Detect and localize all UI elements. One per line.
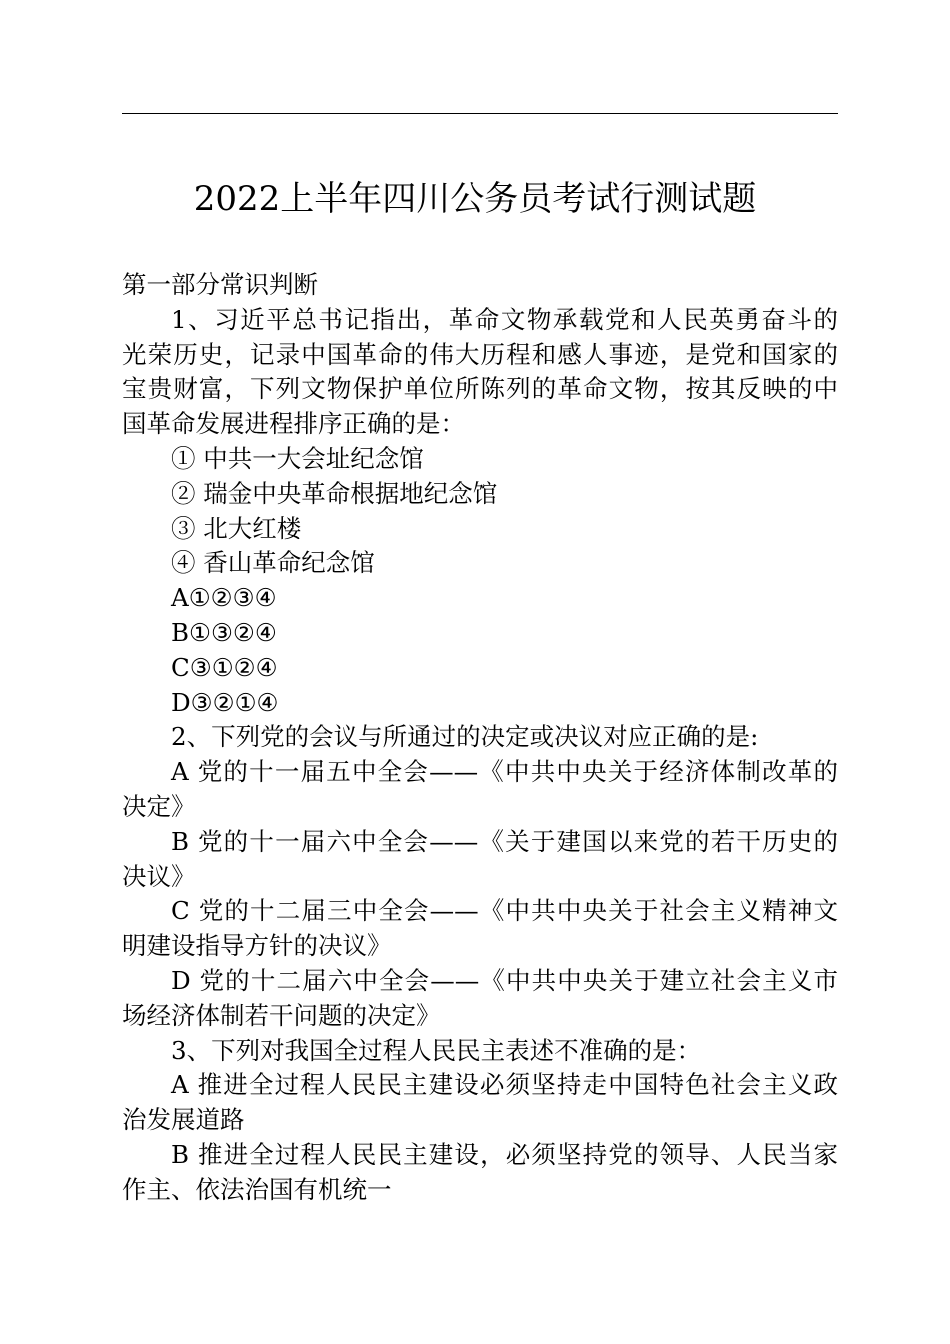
question-2-option-d-line-1: D 党的十二届六中全会——《中共中央关于建立社会主义市 xyxy=(171,965,838,995)
question-2-stem: 2、下列党的会议与所通过的决定或决议对应正确的是: xyxy=(171,722,759,752)
question-1-option-a: A①②③④ xyxy=(171,583,277,613)
section-heading: 第一部分常识判断 xyxy=(122,270,318,299)
question-1-option-c: C③①②④ xyxy=(171,652,278,682)
question-3-option-b xyxy=(122,1138,838,1208)
question-2-option-b-line-1: B 党的十一届六中全会——《关于建国以来党的若干历史的 xyxy=(171,826,838,856)
question-3-option-b-line-1: B 推进全过程人民民主建设，必须坚持党的领导、人民当家 xyxy=(171,1139,838,1169)
document-title: 2022上半年四川公务员考试行测试题 xyxy=(193,179,757,219)
question-2-option-c xyxy=(122,894,838,964)
question-1-item-1: ① 中共一大会址纪念馆 xyxy=(171,443,424,473)
question-1-line-1: 1、习近平总书记指出，革命文物承载党和人民英勇奋斗的 xyxy=(171,304,838,334)
question-3-option-a xyxy=(122,1068,838,1138)
question-3-option-a-line-1: A 推进全过程人民民主建设必须坚持走中国特色社会主义政 xyxy=(171,1070,838,1100)
question-1-item-4: ④ 香山革命纪念馆 xyxy=(171,548,375,578)
document-body xyxy=(122,268,838,1208)
question-3-option-b-line-2: 作主、依法治国有机统一 xyxy=(122,1174,392,1204)
question-2-option-a-line-1: A 党的十一届五中全会——《中共中央关于经济体制改革的 xyxy=(171,757,838,787)
question-1-line-3: 宝贵财富，下列文物保护单位所陈列的革命文物，按其反映的中 xyxy=(122,374,838,404)
question-2-option-d xyxy=(122,964,838,1034)
question-3-stem: 3、下列对我国全过程人民民主表述不准确的是： xyxy=(171,1035,702,1065)
header-rule xyxy=(122,113,838,114)
question-1-option-d: D③②①④ xyxy=(171,687,279,717)
question-2-option-b-line-2: 决议》 xyxy=(122,861,196,891)
question-2-option-b xyxy=(122,825,838,895)
question-1-item-3: ③ 北大红楼 xyxy=(171,513,302,543)
question-2-option-c-line-2: 明建设指导方针的决议》 xyxy=(122,931,392,961)
question-1-option-b: B①③②④ xyxy=(171,617,277,647)
question-1-line-4: 国革命发展进程排序正确的是： xyxy=(122,409,465,439)
question-3-option-a-line-2: 治发展道路 xyxy=(122,1105,245,1135)
question-2-option-a-line-2: 决定》 xyxy=(122,791,196,821)
question-1 xyxy=(122,303,838,442)
question-2-option-a xyxy=(122,755,838,825)
question-2-option-c-line-1: C 党的十二届三中全会——《中共中央关于社会主义精神文 xyxy=(171,896,838,926)
question-2-option-d-line-2: 场经济体制若干问题的决定》 xyxy=(122,1000,441,1030)
question-1-item-2: ② 瑞金中央革命根据地纪念馆 xyxy=(171,478,498,508)
question-1-line-2: 光荣历史，记录中国革命的伟大历程和感人事迹，是党和国家的 xyxy=(122,339,838,369)
